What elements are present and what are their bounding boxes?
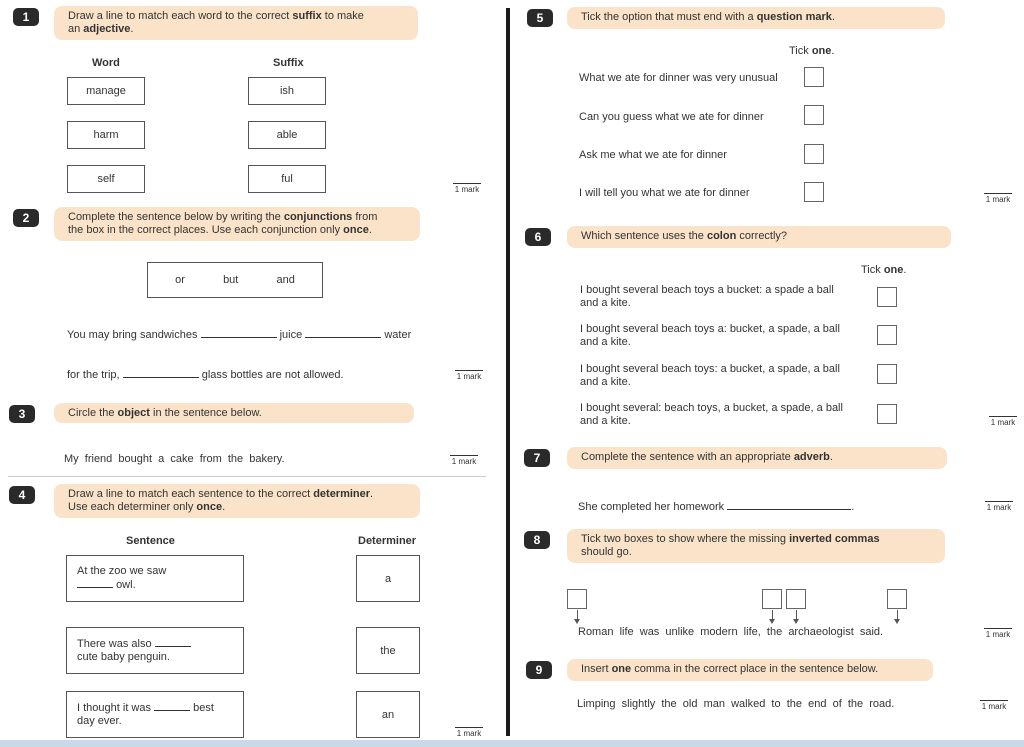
conjunction-and: and [276, 274, 295, 286]
question-9-mark: 1 mark [981, 702, 1007, 711]
column-divider [506, 8, 510, 736]
question-7-mark: 1 mark [986, 503, 1012, 512]
determiner-box-a[interactable]: a [356, 555, 420, 602]
question-6-option-1: I bought several beach toys a bucket: a spade a ball and a kite. [580, 284, 834, 309]
question-8-instruction: Tick two boxes to show where the missing inverted commas should go. [567, 529, 945, 563]
question-6-checkbox-4[interactable] [877, 404, 897, 424]
conjunction-box [147, 262, 323, 298]
determiner-column-header: Determiner [358, 535, 417, 547]
question-number-1: 1 [13, 8, 39, 26]
question-2-mark: 1 mark [456, 372, 482, 381]
question-6-mark: 1 mark [990, 418, 1016, 427]
question-1-instruction: Draw a line to match each word to the correct suffix to make an adjective. [54, 6, 418, 40]
question-6-option-4: I bought several: beach toys, a bucket, a spade, a ball and a kite. [580, 402, 843, 427]
question-number-7: 7 [524, 449, 550, 467]
sentence-box-3[interactable]: I thought it was best day ever. [66, 691, 244, 738]
conjunction-or: or [175, 274, 185, 286]
sentence-box-1[interactable]: At the zoo we saw owl. [66, 555, 244, 602]
question-5-instruction: Tick the option that must end with a question mark. [567, 7, 945, 29]
question-number-8: 8 [524, 531, 550, 549]
answer-blank[interactable] [123, 368, 199, 378]
answer-blank[interactable] [305, 328, 381, 338]
question-number-4: 4 [9, 486, 35, 504]
question-number-2: 2 [13, 209, 39, 227]
suffix-column-header: Suffix [273, 57, 304, 69]
question-6-checkbox-2[interactable] [877, 325, 897, 345]
question-4-instruction: Draw a line to match each sentence to the correct determiner. Use each determiner only once. [54, 484, 420, 518]
word-box-self[interactable]: self [67, 165, 145, 193]
word-box-manage[interactable]: manage [67, 77, 145, 105]
determiner-box-the[interactable]: the [356, 627, 420, 674]
question-5-option-3: Ask me what we ate for dinner [579, 149, 727, 161]
question-8-sentence: Roman life was unlike modern life, the archaeologist said. [578, 626, 884, 638]
question-6-option-2: I bought several beach toys a: bucket, a spade, a ball and a kite. [580, 323, 840, 348]
arrow-down-icon [796, 610, 797, 620]
question-3-instruction: Circle the object in the sentence below. [54, 403, 414, 423]
question-5-checkbox-2[interactable] [804, 105, 824, 125]
section-divider [8, 476, 486, 477]
question-5-mark: 1 mark [985, 195, 1011, 204]
question-8-checkbox-4[interactable] [887, 589, 907, 609]
word-box-harm[interactable]: harm [67, 121, 145, 149]
question-number-5: 5 [527, 9, 553, 27]
arrow-down-icon [897, 610, 898, 620]
word-column-header: Word [92, 57, 120, 69]
arrow-down-icon [772, 610, 773, 620]
sentence-column-header: Sentence [126, 535, 175, 547]
question-9-sentence[interactable]: Limping slightly the old man walked to the end of the road. [577, 698, 895, 710]
question-4-mark: 1 mark [456, 729, 482, 738]
question-7-sentence: She completed her homework . [578, 501, 855, 513]
question-6-instruction: Which sentence uses the colon correctly? [567, 226, 951, 248]
question-3-mark: 1 mark [451, 457, 477, 466]
question-8-checkbox-1[interactable] [567, 589, 587, 609]
question-5-checkbox-3[interactable] [804, 144, 824, 164]
bottom-bar [0, 740, 1024, 747]
question-5-checkbox-4[interactable] [804, 182, 824, 202]
question-3-sentence[interactable]: My friend bought a cake from the bakery. [64, 453, 285, 465]
question-number-9: 9 [526, 661, 552, 679]
question-5-checkbox-1[interactable] [804, 67, 824, 87]
arrow-down-icon [577, 610, 578, 620]
question-8-checkbox-2[interactable] [762, 589, 782, 609]
question-2-sentence-line-1: You may bring sandwiches juice water [67, 329, 412, 341]
sentence-box-2[interactable]: There was also cute baby penguin. [66, 627, 244, 674]
question-6-checkbox-3[interactable] [877, 364, 897, 384]
answer-blank [77, 578, 113, 588]
question-8-mark: 1 mark [985, 630, 1011, 639]
answer-blank[interactable] [201, 328, 277, 338]
question-9-instruction: Insert one comma in the correct place in the sentence below. [567, 659, 933, 681]
suffix-box-ful[interactable]: ful [248, 165, 326, 193]
determiner-box-an[interactable]: an [356, 691, 420, 738]
suffix-box-able[interactable]: able [248, 121, 326, 149]
question-8-checkbox-3[interactable] [786, 589, 806, 609]
question-1-mark: 1 mark [454, 185, 480, 194]
question-6-tick-one: Tick one. [861, 264, 907, 276]
question-number-6: 6 [525, 228, 551, 246]
answer-blank [154, 701, 190, 711]
suffix-box-ish[interactable]: ish [248, 77, 326, 105]
question-2-instruction: Complete the sentence below by writing the conjunctions from the box in the correct places. Use each conjunction only once. [54, 207, 420, 241]
question-5-tick-one: Tick one. [789, 45, 835, 57]
question-5-option-2: Can you guess what we ate for dinner [579, 111, 764, 123]
question-5-option-1: What we ate for dinner was very unusual [579, 72, 778, 84]
question-5-option-4: I will tell you what we ate for dinner [579, 187, 750, 199]
question-6-option-3: I bought several beach toys: a bucket, a spade, a ball and a kite. [580, 363, 840, 388]
question-2-sentence-line-2: for the trip, glass bottles are not allowed. [67, 369, 344, 381]
question-7-instruction: Complete the sentence with an appropriate adverb. [567, 447, 947, 469]
conjunction-but: but [223, 274, 239, 286]
question-6-checkbox-1[interactable] [877, 287, 897, 307]
question-number-3: 3 [9, 405, 35, 423]
answer-blank[interactable] [727, 500, 851, 510]
answer-blank [155, 637, 191, 647]
